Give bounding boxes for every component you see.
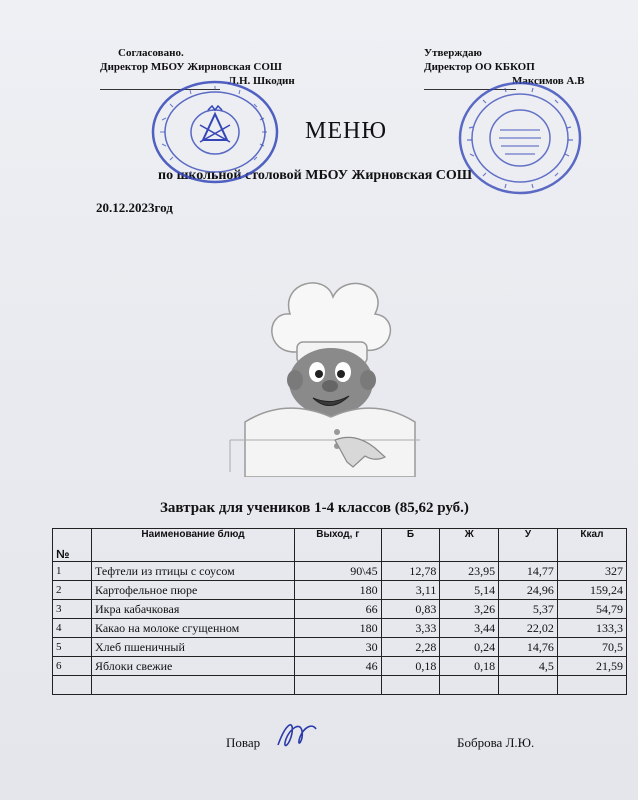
dish-yield: 180 [295, 619, 382, 638]
dish-name: Тефтели из птицы с соусом [92, 562, 295, 581]
table-header-row [53, 529, 627, 562]
dish-kcal: 70,5 [557, 638, 626, 657]
table-row-empty [53, 676, 627, 695]
approval-right-position: Директор ОО КБКОП [424, 61, 535, 73]
cook-signature-icon [272, 715, 324, 755]
empty-cell [53, 676, 92, 695]
empty-cell [440, 676, 499, 695]
row-number: 3 [53, 600, 92, 619]
row-number: 6 [53, 657, 92, 676]
empty-cell [381, 676, 440, 695]
dish-kcal: 21,59 [557, 657, 626, 676]
empty-cell [557, 676, 626, 695]
dish-fat: 23,95 [440, 562, 499, 581]
approval-left-title: Согласовано. [118, 47, 184, 59]
menu-date: 20.12.2023год [96, 200, 173, 215]
col-header-number: № [53, 529, 92, 562]
dish-name: Яблоки свежие [92, 657, 295, 676]
dish-name: Какао на молоке сгущенном [92, 619, 295, 638]
dish-carbs: 22,02 [499, 619, 558, 638]
table-row [53, 581, 627, 600]
empty-cell [92, 676, 295, 695]
dish-kcal: 159,24 [557, 581, 626, 600]
dish-carbs: 4,5 [499, 657, 558, 676]
dish-protein: 3,11 [381, 581, 440, 600]
approval-left-name: Л.Н. Шкодин [228, 75, 295, 87]
dish-fat: 3,44 [440, 619, 499, 638]
dish-yield: 30 [295, 638, 382, 657]
dish-protein: 12,78 [381, 562, 440, 581]
dish-fat: 5,14 [440, 581, 499, 600]
dish-yield: 180 [295, 581, 382, 600]
col-header-kcal: Ккал [557, 529, 626, 562]
dish-name: Картофельное пюре [92, 581, 295, 600]
dish-name: Икра кабачковая [92, 600, 295, 619]
dish-yield: 90\45 [295, 562, 382, 581]
dish-name: Хлеб пшеничный [92, 638, 295, 657]
table-row [53, 600, 627, 619]
approval-left-position: Директор МБОУ Жирновская СОШ [100, 61, 283, 73]
row-number: 2 [53, 581, 92, 600]
dish-carbs: 14,76 [499, 638, 558, 657]
empty-cell [499, 676, 558, 695]
approval-right-title: Утверждаю [424, 47, 482, 59]
dish-protein: 0,83 [381, 600, 440, 619]
cook-label: Повар [226, 735, 261, 750]
dish-protein: 2,28 [381, 638, 440, 657]
table-row [53, 619, 627, 638]
combine-round-stamp-icon [455, 78, 585, 196]
dish-carbs: 14,77 [499, 562, 558, 581]
dish-carbs: 5,37 [499, 600, 558, 619]
empty-cell [295, 676, 382, 695]
chef-illustration-icon [225, 262, 420, 477]
table-row [53, 657, 627, 676]
dish-kcal: 54,79 [557, 600, 626, 619]
approval-right-name: Максимов А.В [512, 75, 585, 87]
col-header-carbs: У [499, 529, 558, 562]
row-number: 1 [53, 562, 92, 581]
col-header-yield: Выход, г [295, 529, 382, 562]
col-header-fat: Ж [440, 529, 499, 562]
page-subtitle: по школьной столовой МБОУ Жирновская СОШ [158, 168, 473, 183]
table-row [53, 562, 627, 581]
col-header-dish: Наименование блюд [92, 529, 295, 562]
row-number: 4 [53, 619, 92, 638]
page-title: МЕНЮ [305, 118, 387, 144]
dish-kcal: 133,3 [557, 619, 626, 638]
cook-name: Боброва Л.Ю. [457, 735, 535, 750]
meal-title: Завтрак для учеников 1-4 классов (85,62 руб.) [160, 500, 469, 516]
row-number: 5 [53, 638, 92, 657]
dish-fat: 3,26 [440, 600, 499, 619]
dish-fat: 0,18 [440, 657, 499, 676]
dish-protein: 0,18 [381, 657, 440, 676]
col-header-protein: Б [381, 529, 440, 562]
dish-yield: 66 [295, 600, 382, 619]
dish-fat: 0,24 [440, 638, 499, 657]
dish-carbs: 24,96 [499, 581, 558, 600]
dish-protein: 3,33 [381, 619, 440, 638]
dish-yield: 46 [295, 657, 382, 676]
school-seal-stamp-icon [150, 80, 280, 185]
table-row [53, 638, 627, 657]
menu-table [52, 528, 627, 695]
dish-kcal: 327 [557, 562, 626, 581]
